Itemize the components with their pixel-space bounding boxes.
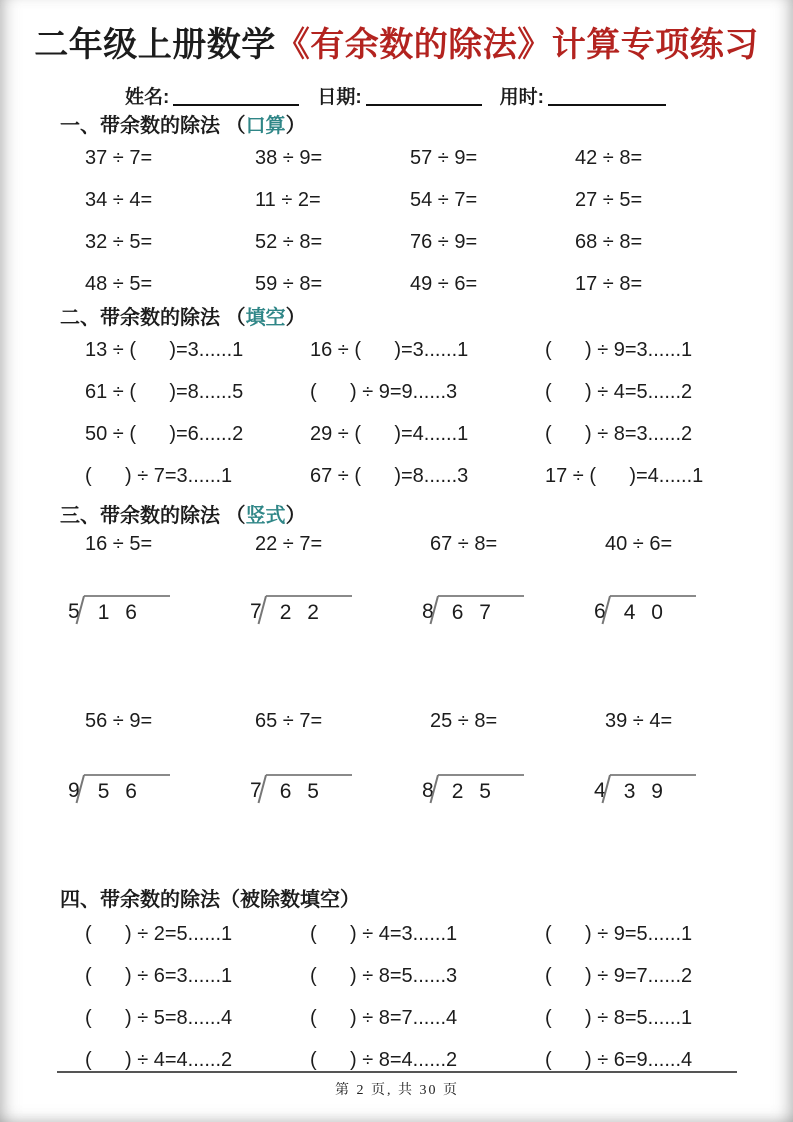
problem-item: 39 ÷ 4= bbox=[605, 710, 673, 732]
section-1-tag: 口算 bbox=[245, 115, 286, 137]
footer-page-number: 第 2 页, 共 30 页 bbox=[335, 1083, 459, 1098]
section-3-heading bbox=[60, 503, 793, 529]
dividend: 2 5 bbox=[438, 774, 524, 805]
problem-item: ( ) ÷ 7=3......1 bbox=[85, 465, 233, 487]
problem-item: ( ) ÷ 8=5......1 bbox=[545, 1007, 693, 1029]
time-blank-line bbox=[548, 86, 666, 106]
title-topic: 《有余数的除法》计算专项练习 bbox=[275, 26, 759, 64]
problem-item: ( ) ÷ 6=9......4 bbox=[545, 1049, 693, 1071]
divisor: 9 bbox=[68, 779, 80, 802]
problem-item: ( ) ÷ 9=3......1 bbox=[545, 339, 693, 361]
problem-item: 38 ÷ 9= bbox=[255, 147, 323, 169]
section-4-heading bbox=[60, 887, 793, 913]
problem-item: 50 ÷ ( )=6......2 bbox=[85, 423, 244, 445]
date-label: 日期: bbox=[317, 87, 362, 108]
paren-close: ） bbox=[285, 505, 306, 527]
section-2-title: 二、带余数的除法 bbox=[60, 307, 220, 329]
problem-item: 37 ÷ 7= bbox=[85, 147, 153, 169]
problem-item: 34 ÷ 4= bbox=[85, 189, 153, 211]
problem-item: ( ) ÷ 4=5......2 bbox=[545, 381, 693, 403]
problem-item: 49 ÷ 6= bbox=[410, 273, 478, 295]
problem-item: 61 ÷ ( )=8......5 bbox=[85, 381, 244, 403]
section-1-title: 一、带余数的除法 bbox=[60, 115, 220, 137]
section-3-equation-row-1 bbox=[85, 531, 753, 557]
date-blank-line bbox=[366, 86, 482, 106]
problem-item: 48 ÷ 5= bbox=[85, 273, 153, 295]
problem-item: 17 ÷ ( )=4......1 bbox=[545, 465, 704, 487]
problem-item: 56 ÷ 9= bbox=[85, 710, 153, 732]
section-3-equation-row-2 bbox=[85, 708, 753, 734]
long-division-row-1 bbox=[68, 595, 763, 626]
problem-item: 65 ÷ 7= bbox=[255, 710, 323, 732]
problem-item: ( ) ÷ 8=4......2 bbox=[310, 1049, 458, 1071]
divisor: 6 bbox=[594, 600, 606, 623]
section-1-heading bbox=[60, 113, 793, 139]
divisor: 5 bbox=[68, 600, 80, 623]
section-2-tag: 填空 bbox=[245, 307, 286, 329]
divisor: 7 bbox=[250, 600, 262, 623]
problem-item: 25 ÷ 8= bbox=[430, 710, 498, 732]
title-course: 二年级上册数学 bbox=[34, 26, 276, 64]
problem-item: ( ) ÷ 2=5......1 bbox=[85, 923, 233, 945]
problem-item: 11 ÷ 2= bbox=[255, 189, 321, 211]
section-4-title: 四、带余数的除法 bbox=[60, 889, 220, 911]
divisor: 4 bbox=[594, 779, 606, 802]
long-division bbox=[594, 774, 763, 805]
problem-item: 68 ÷ 8= bbox=[575, 231, 643, 253]
problem-item: 76 ÷ 9= bbox=[410, 231, 478, 253]
long-division bbox=[68, 595, 250, 626]
section-4-tag: 被除数填空 bbox=[240, 889, 340, 911]
problem-item: 54 ÷ 7= bbox=[410, 189, 478, 211]
problem-item: 22 ÷ 7= bbox=[255, 533, 323, 555]
problem-item: 32 ÷ 5= bbox=[85, 231, 153, 253]
problem-item: 27 ÷ 5= bbox=[575, 189, 643, 211]
dividend: 5 6 bbox=[84, 774, 170, 805]
name-blank-line bbox=[173, 86, 299, 106]
problem-item: ( ) ÷ 9=5......1 bbox=[545, 923, 693, 945]
paren-close: ） bbox=[285, 115, 306, 137]
problem-item: 13 ÷ ( )=3......1 bbox=[85, 339, 244, 361]
problem-item: 16 ÷ 5= bbox=[85, 533, 153, 555]
problem-item: 40 ÷ 6= bbox=[605, 533, 673, 555]
problem-item: 17 ÷ 8= bbox=[575, 273, 643, 295]
divisor: 7 bbox=[250, 779, 262, 802]
problem-item: 52 ÷ 8= bbox=[255, 231, 323, 253]
page-title bbox=[0, 24, 793, 66]
dividend: 2 2 bbox=[266, 595, 352, 626]
section-4-problem-grid bbox=[85, 921, 753, 1073]
long-division bbox=[422, 595, 594, 626]
paren-open: （ bbox=[220, 307, 246, 329]
problem-item: ( ) ÷ 9=7......2 bbox=[545, 965, 693, 987]
section-1-problem-grid bbox=[85, 145, 733, 297]
long-division bbox=[68, 774, 250, 805]
problem-item: ( ) ÷ 8=5......3 bbox=[310, 965, 458, 987]
problem-item: 57 ÷ 9= bbox=[410, 147, 478, 169]
problem-item: ( ) ÷ 9=9......3 bbox=[310, 381, 458, 403]
problem-item: ( ) ÷ 8=3......2 bbox=[545, 423, 693, 445]
section-3-title: 三、带余数的除法 bbox=[60, 505, 220, 527]
problem-item: ( ) ÷ 4=4......2 bbox=[85, 1049, 233, 1071]
paren-open: （ bbox=[220, 115, 246, 137]
long-division bbox=[422, 774, 594, 805]
problem-item: ( ) ÷ 4=3......1 bbox=[310, 923, 458, 945]
student-info-row bbox=[125, 82, 793, 109]
dividend: 6 5 bbox=[266, 774, 352, 805]
section-3-tag: 竖式 bbox=[245, 505, 286, 527]
dividend: 3 9 bbox=[610, 774, 696, 805]
paren-close: ） bbox=[340, 889, 360, 911]
divisor: 8 bbox=[422, 779, 434, 802]
problem-item: ( ) ÷ 5=8......4 bbox=[85, 1007, 233, 1029]
divisor: 8 bbox=[422, 600, 434, 623]
long-division bbox=[594, 595, 763, 626]
long-division bbox=[250, 595, 422, 626]
problem-item: 42 ÷ 8= bbox=[575, 147, 643, 169]
paren-open: （ bbox=[220, 889, 240, 911]
dividend: 1 6 bbox=[84, 595, 170, 626]
problem-item: ( ) ÷ 6=3......1 bbox=[85, 965, 233, 987]
problem-item: 29 ÷ ( )=4......1 bbox=[310, 423, 469, 445]
dividend: 4 0 bbox=[610, 595, 696, 626]
long-division-row-2 bbox=[68, 774, 763, 805]
dividend: 6 7 bbox=[438, 595, 524, 626]
section-2-problem-grid bbox=[85, 337, 753, 489]
problem-item: 59 ÷ 8= bbox=[255, 273, 323, 295]
page-footer bbox=[57, 1071, 737, 1099]
section-2-heading bbox=[60, 305, 793, 331]
problem-item: ( ) ÷ 8=7......4 bbox=[310, 1007, 458, 1029]
problem-item: 16 ÷ ( )=3......1 bbox=[310, 339, 469, 361]
problem-item: 67 ÷ ( )=8......3 bbox=[310, 465, 469, 487]
paren-open: （ bbox=[220, 505, 246, 527]
name-label: 姓名: bbox=[125, 87, 170, 108]
long-division bbox=[250, 774, 422, 805]
paren-close: ） bbox=[285, 307, 306, 329]
time-label: 用时: bbox=[499, 87, 544, 108]
problem-item: 67 ÷ 8= bbox=[430, 533, 498, 555]
